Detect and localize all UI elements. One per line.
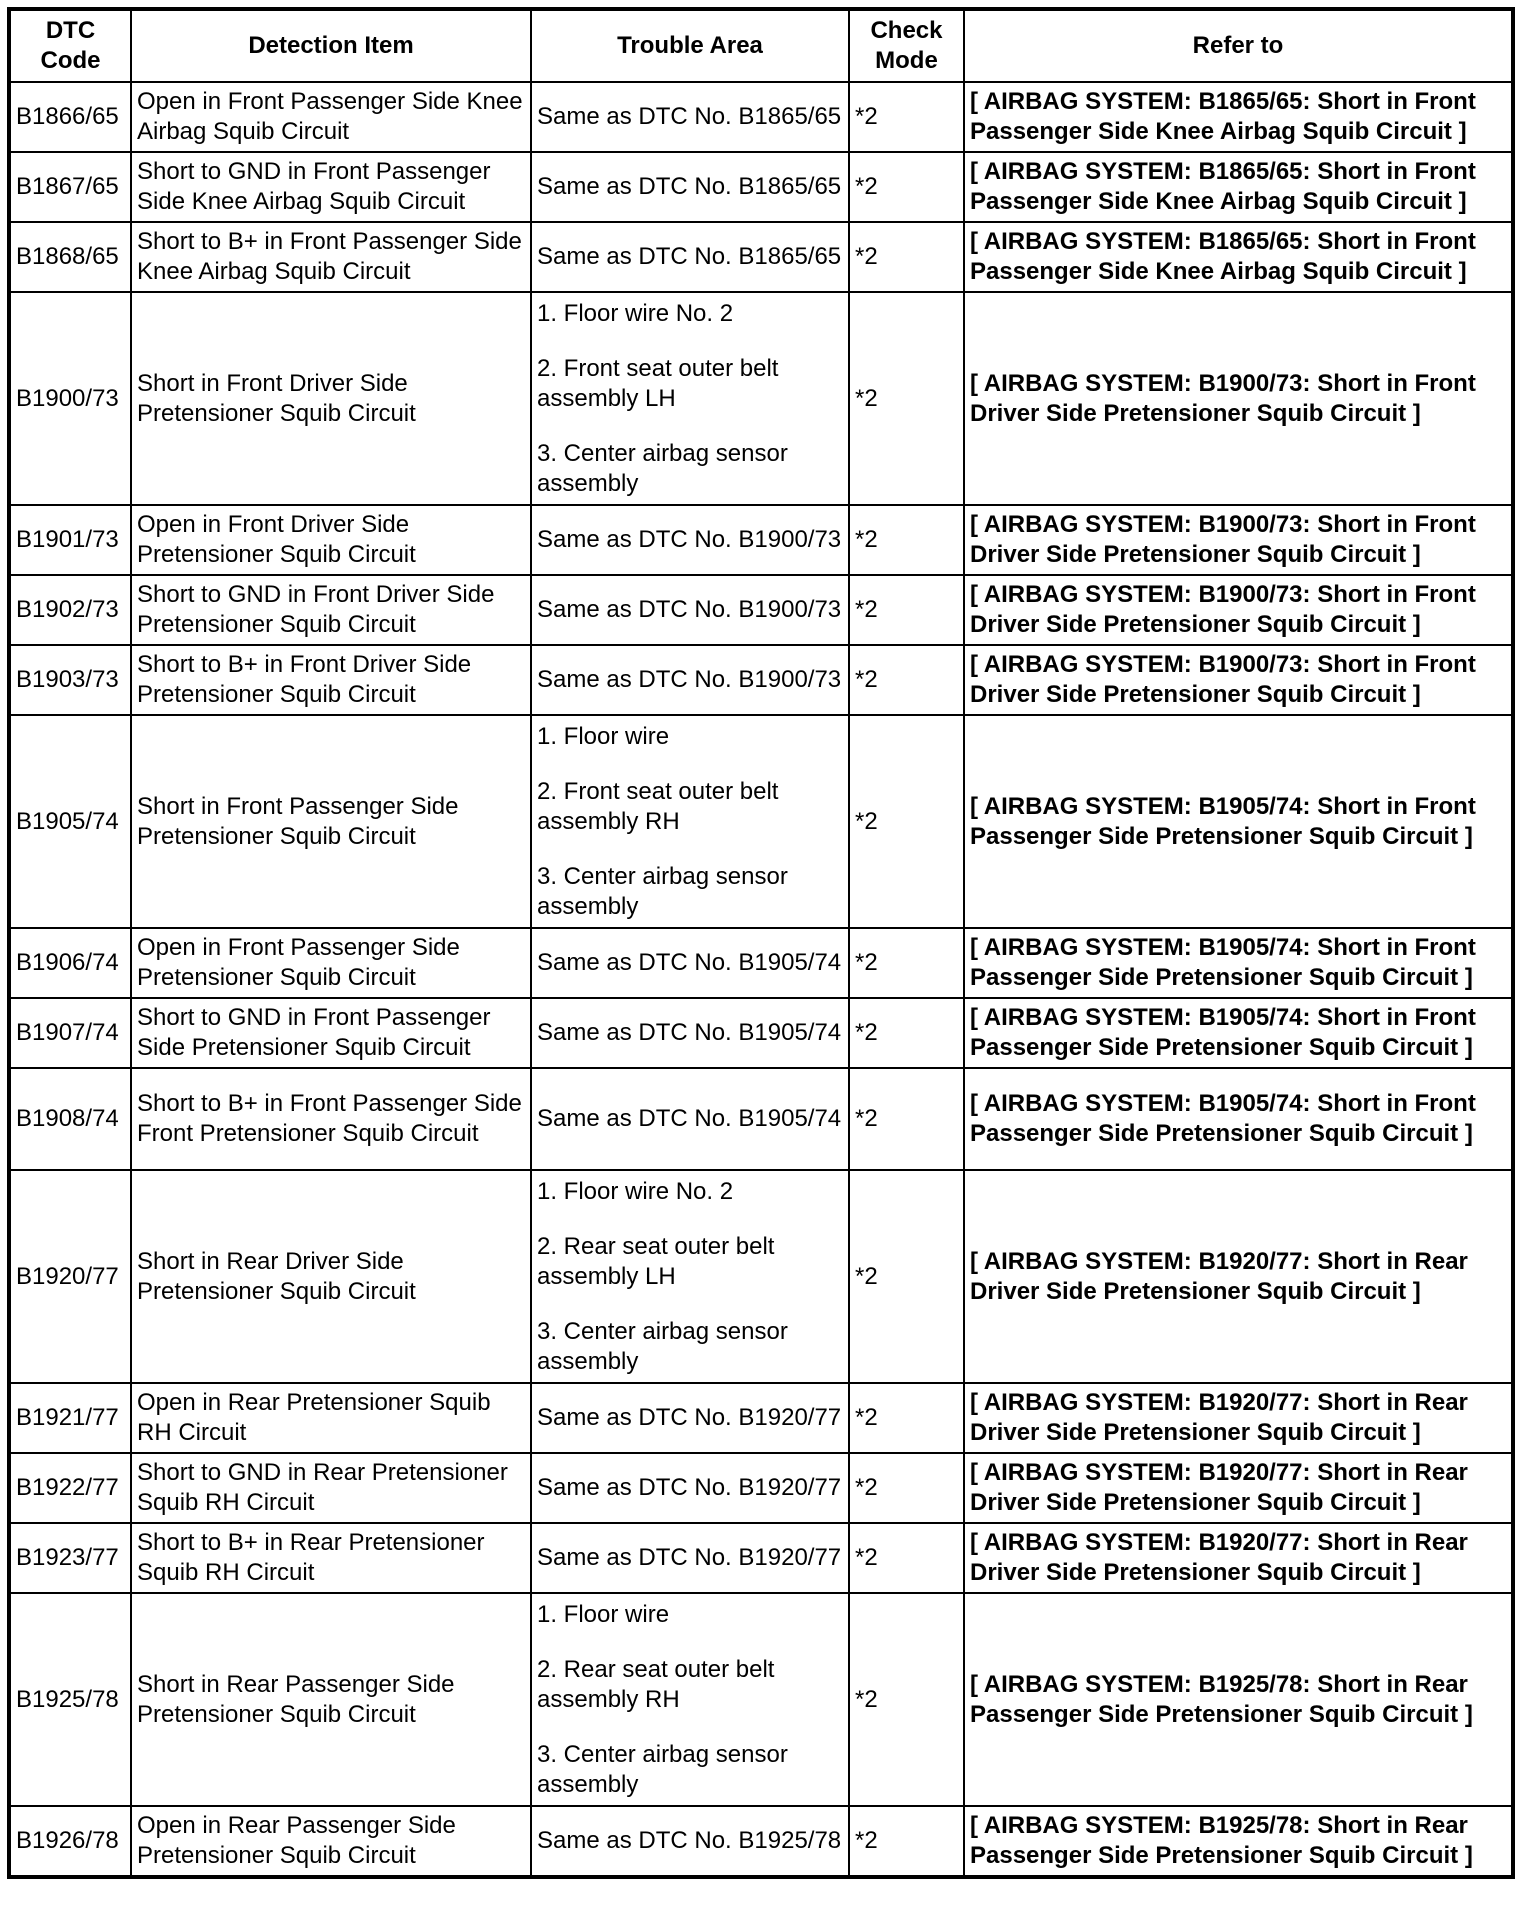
check-mode-cell: *2 — [849, 1593, 964, 1806]
table-row — [9, 1170, 1513, 1383]
check-mode-cell: *2 — [849, 1383, 964, 1453]
table-row — [9, 505, 1513, 575]
trouble-area-list-item: 2. Rear seat outer belt assembly RH — [537, 1655, 775, 1713]
table-row — [9, 998, 1513, 1068]
dtc-table-page — [7, 7, 1511, 1879]
check-mode-cell: *2 — [849, 1523, 964, 1593]
trouble-area-cell: Same as DTC No. B1920/77 — [531, 1523, 849, 1593]
table-row — [9, 645, 1513, 715]
check-mode-cell: *2 — [849, 715, 964, 928]
table-row — [9, 575, 1513, 645]
trouble-area-cell — [531, 292, 849, 505]
trouble-area-list — [537, 1600, 843, 1800]
trouble-area-cell: Same as DTC No. B1900/73 — [531, 575, 849, 645]
dtc-code-cell: B1925/78 — [9, 1593, 131, 1806]
dtc-code-cell: B1921/77 — [9, 1383, 131, 1453]
refer-to-cell: [ AIRBAG SYSTEM: B1865/65: Short in Front Passenger Side Knee Airbag Squib Circuit ] — [964, 222, 1513, 292]
table-row — [9, 222, 1513, 292]
check-mode-cell: *2 — [849, 1806, 964, 1877]
detection-item-cell: Short to B+ in Rear Pretensioner Squib RH Circuit — [131, 1523, 531, 1593]
detection-item-cell: Open in Front Driver Side Pretensioner Squib Circuit — [131, 505, 531, 575]
refer-to-cell: [ AIRBAG SYSTEM: B1925/78: Short in Rear Passenger Side Pretensioner Squib Circuit ] — [964, 1593, 1513, 1806]
trouble-area-cell: Same as DTC No. B1900/73 — [531, 645, 849, 715]
detection-item-cell: Short in Front Driver Side Pretensioner Squib Circuit — [131, 292, 531, 505]
trouble-area-cell: Same as DTC No. B1865/65 — [531, 152, 849, 222]
trouble-area-cell: Same as DTC No. B1920/77 — [531, 1453, 849, 1523]
dtc-code-cell: B1908/74 — [9, 1068, 131, 1170]
refer-to-cell: [ AIRBAG SYSTEM: B1920/77: Short in Rear Driver Side Pretensioner Squib Circuit ] — [964, 1170, 1513, 1383]
refer-to-cell: [ AIRBAG SYSTEM: B1925/78: Short in Rear Passenger Side Pretensioner Squib Circuit ] — [964, 1806, 1513, 1877]
table-header-row — [9, 9, 1513, 82]
dtc-code-cell: B1900/73 — [9, 292, 131, 505]
dtc-code-cell: B1868/65 — [9, 222, 131, 292]
refer-to-cell: [ AIRBAG SYSTEM: B1920/77: Short in Rear Driver Side Pretensioner Squib Circuit ] — [964, 1453, 1513, 1523]
header-trouble-area: Trouble Area — [531, 9, 849, 82]
detection-item-cell: Short in Rear Driver Side Pretensioner Squib Circuit — [131, 1170, 531, 1383]
refer-to-cell: [ AIRBAG SYSTEM: B1865/65: Short in Front Passenger Side Knee Airbag Squib Circuit ] — [964, 152, 1513, 222]
trouble-area-list — [537, 299, 843, 499]
check-mode-cell: *2 — [849, 222, 964, 292]
table-row — [9, 82, 1513, 152]
trouble-area-cell — [531, 1593, 849, 1806]
detection-item-cell: Open in Rear Pretensioner Squib RH Circuit — [131, 1383, 531, 1453]
check-mode-cell: *2 — [849, 998, 964, 1068]
check-mode-cell: *2 — [849, 505, 964, 575]
detection-item-cell: Short in Front Passenger Side Pretensioner Squib Circuit — [131, 715, 531, 928]
dtc-code-cell: B1923/77 — [9, 1523, 131, 1593]
trouble-area-list — [537, 1177, 843, 1377]
detection-item-cell: Short to B+ in Front Passenger Side Knee Airbag Squib Circuit — [131, 222, 531, 292]
table-row — [9, 1068, 1513, 1170]
refer-to-cell: [ AIRBAG SYSTEM: B1900/73: Short in Front Driver Side Pretensioner Squib Circuit ] — [964, 292, 1513, 505]
trouble-area-cell: Same as DTC No. B1905/74 — [531, 928, 849, 998]
check-mode-cell: *2 — [849, 82, 964, 152]
detection-item-cell: Open in Rear Passenger Side Pretensioner Squib Circuit — [131, 1806, 531, 1877]
trouble-area-cell: Same as DTC No. B1865/65 — [531, 222, 849, 292]
detection-item-cell: Open in Front Passenger Side Knee Airbag Squib Circuit — [131, 82, 531, 152]
header-dtc-code: DTC Code — [9, 9, 131, 82]
detection-item-cell: Short to B+ in Front Passenger Side Front Pretensioner Squib Circuit — [131, 1068, 531, 1170]
detection-item-cell: Short to GND in Front Passenger Side Pretensioner Squib Circuit — [131, 998, 531, 1068]
trouble-area-cell: Same as DTC No. B1865/65 — [531, 82, 849, 152]
detection-item-cell: Short to GND in Front Passenger Side Knee Airbag Squib Circuit — [131, 152, 531, 222]
dtc-code-cell: B1920/77 — [9, 1170, 131, 1383]
check-mode-cell: *2 — [849, 152, 964, 222]
dtc-code-cell: B1907/74 — [9, 998, 131, 1068]
refer-to-cell: [ AIRBAG SYSTEM: B1905/74: Short in Front Passenger Side Pretensioner Squib Circuit ] — [964, 928, 1513, 998]
table-row — [9, 1523, 1513, 1593]
detection-item-cell: Open in Front Passenger Side Pretensioner Squib Circuit — [131, 928, 531, 998]
check-mode-cell: *2 — [849, 645, 964, 715]
header-detection-item: Detection Item — [131, 9, 531, 82]
check-mode-cell: *2 — [849, 928, 964, 998]
trouble-area-list — [537, 722, 843, 922]
detection-item-cell: Short to GND in Rear Pretensioner Squib RH Circuit — [131, 1453, 531, 1523]
trouble-area-cell: Same as DTC No. B1905/74 — [531, 998, 849, 1068]
refer-to-cell: [ AIRBAG SYSTEM: B1905/74: Short in Front Passenger Side Pretensioner Squib Circuit ] — [964, 998, 1513, 1068]
trouble-area-cell: Same as DTC No. B1900/73 — [531, 505, 849, 575]
dtc-code-cell: B1905/74 — [9, 715, 131, 928]
trouble-area-list-item: 3. Center airbag sensor assembly — [537, 1740, 788, 1798]
header-check-mode: Check Mode — [849, 9, 964, 82]
dtc-code-cell: B1906/74 — [9, 928, 131, 998]
check-mode-cell: *2 — [849, 575, 964, 645]
check-mode-cell: *2 — [849, 1170, 964, 1383]
check-mode-cell: *2 — [849, 1068, 964, 1170]
trouble-area-list-item: 3. Center airbag sensor assembly — [537, 1317, 788, 1375]
trouble-area-list-item: 3. Center airbag sensor assembly — [537, 439, 788, 497]
dtc-table — [7, 7, 1515, 1879]
header-refer-to: Refer to — [964, 9, 1513, 82]
dtc-code-cell: B1902/73 — [9, 575, 131, 645]
table-row — [9, 1453, 1513, 1523]
refer-to-cell: [ AIRBAG SYSTEM: B1865/65: Short in Front Passenger Side Knee Airbag Squib Circuit ] — [964, 82, 1513, 152]
table-row — [9, 1383, 1513, 1453]
refer-to-cell: [ AIRBAG SYSTEM: B1900/73: Short in Front Driver Side Pretensioner Squib Circuit ] — [964, 575, 1513, 645]
refer-to-cell: [ AIRBAG SYSTEM: B1920/77: Short in Rear Driver Side Pretensioner Squib Circuit ] — [964, 1383, 1513, 1453]
trouble-area-list-item: 1. Floor wire — [537, 722, 670, 750]
trouble-area-cell — [531, 1170, 849, 1383]
trouble-area-list-item: 3. Center airbag sensor assembly — [537, 862, 788, 920]
trouble-area-list-item: 2. Front seat outer belt assembly LH — [537, 354, 779, 412]
dtc-code-cell: B1903/73 — [9, 645, 131, 715]
trouble-area-list-item: 2. Front seat outer belt assembly RH — [537, 777, 779, 835]
table-row — [9, 152, 1513, 222]
table-body — [9, 82, 1513, 1877]
detection-item-cell: Short in Rear Passenger Side Pretensioner Squib Circuit — [131, 1593, 531, 1806]
trouble-area-cell: Same as DTC No. B1905/74 — [531, 1068, 849, 1170]
check-mode-cell: *2 — [849, 292, 964, 505]
refer-to-cell: [ AIRBAG SYSTEM: B1900/73: Short in Front Driver Side Pretensioner Squib Circuit ] — [964, 505, 1513, 575]
dtc-code-cell: B1901/73 — [9, 505, 131, 575]
table-row — [9, 928, 1513, 998]
refer-to-cell: [ AIRBAG SYSTEM: B1905/74: Short in Front Passenger Side Pretensioner Squib Circuit ] — [964, 715, 1513, 928]
dtc-code-cell: B1926/78 — [9, 1806, 131, 1877]
refer-to-cell: [ AIRBAG SYSTEM: B1905/74: Short in Front Passenger Side Pretensioner Squib Circuit ] — [964, 1068, 1513, 1170]
trouble-area-cell: Same as DTC No. B1925/78 — [531, 1806, 849, 1877]
dtc-code-cell: B1866/65 — [9, 82, 131, 152]
trouble-area-cell: Same as DTC No. B1920/77 — [531, 1383, 849, 1453]
refer-to-cell: [ AIRBAG SYSTEM: B1920/77: Short in Rear Driver Side Pretensioner Squib Circuit ] — [964, 1523, 1513, 1593]
trouble-area-cell — [531, 715, 849, 928]
check-mode-cell: *2 — [849, 1453, 964, 1523]
trouble-area-list-item: 1. Floor wire — [537, 1600, 670, 1628]
table-row — [9, 1806, 1513, 1877]
table-row — [9, 1593, 1513, 1806]
dtc-code-cell: B1922/77 — [9, 1453, 131, 1523]
table-row — [9, 715, 1513, 928]
refer-to-cell: [ AIRBAG SYSTEM: B1900/73: Short in Front Driver Side Pretensioner Squib Circuit ] — [964, 645, 1513, 715]
dtc-code-cell: B1867/65 — [9, 152, 131, 222]
trouble-area-list-item: 2. Rear seat outer belt assembly LH — [537, 1232, 775, 1290]
table-row — [9, 292, 1513, 505]
detection-item-cell: Short to B+ in Front Driver Side Pretensioner Squib Circuit — [131, 645, 531, 715]
trouble-area-list-item: 1. Floor wire No. 2 — [537, 1177, 734, 1205]
detection-item-cell: Short to GND in Front Driver Side Pretensioner Squib Circuit — [131, 575, 531, 645]
trouble-area-list-item: 1. Floor wire No. 2 — [537, 299, 734, 327]
